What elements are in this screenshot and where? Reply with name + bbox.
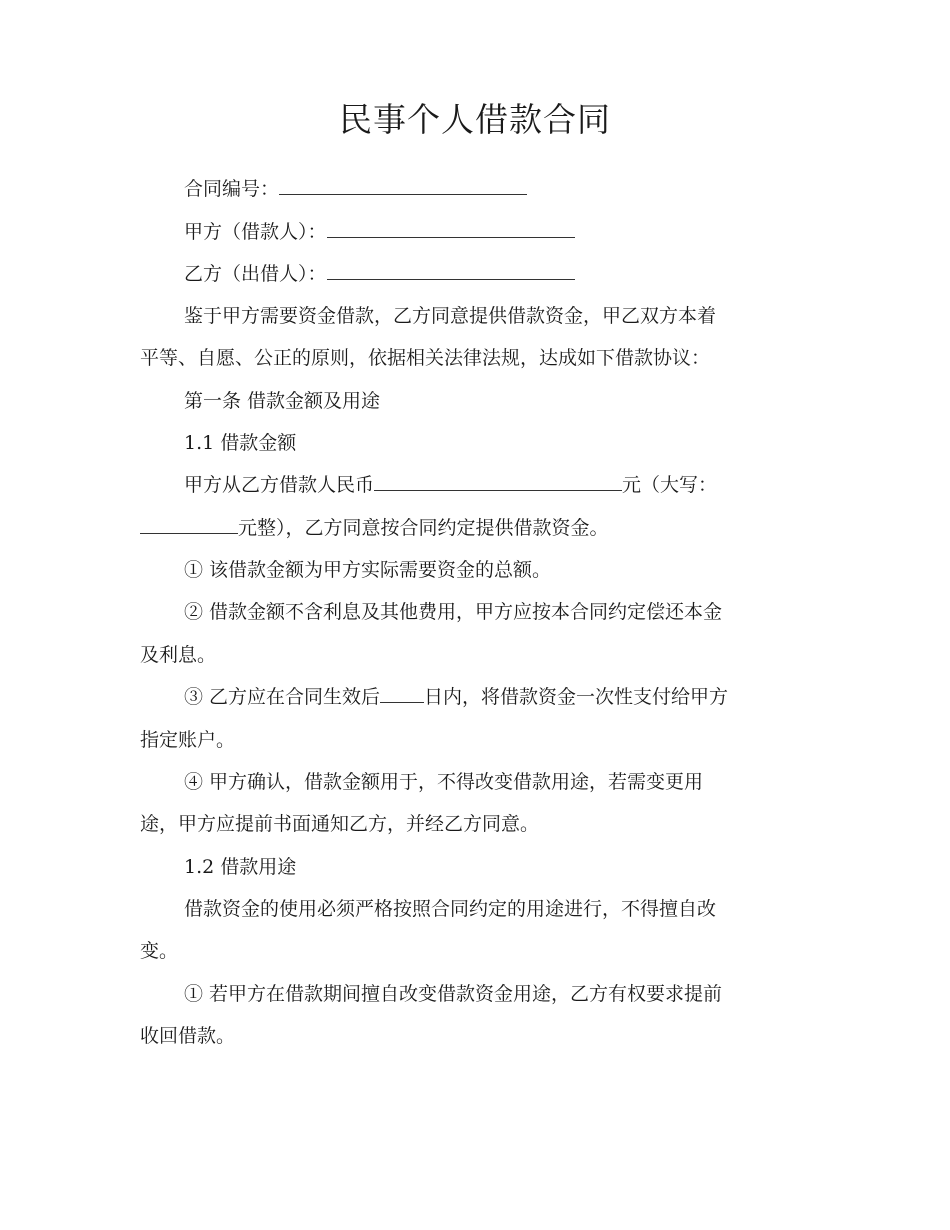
amount-blank[interactable] <box>374 472 622 491</box>
item-1: ① 该借款金额为甲方实际需要资金的总额。 <box>184 559 552 581</box>
amount-line-2-text: 元整），乙方同意按合同约定提供借款资金。 <box>238 517 609 539</box>
item-3-line-2: 指定账户。 <box>140 729 236 751</box>
party-a-line <box>184 217 810 247</box>
preamble-line-2: 平等、自愿、公正的原则，依据相关法律法规，达成如下借款协议： <box>140 347 711 369</box>
item-4-line-2: 途，甲方应提前书面通知乙方，并经乙方同意。 <box>140 813 540 835</box>
party-b-label: 乙方（出借人）： <box>184 263 327 285</box>
party-a-label: 甲方（借款人）： <box>184 221 327 243</box>
section-1-2-heading: 1.2 借款用途 <box>184 856 297 878</box>
contract-number-blank[interactable] <box>279 176 527 195</box>
usage-item-1-line-1: ① 若甲方在借款期间擅自改变借款资金用途，乙方有权要求提前 <box>184 983 723 1005</box>
item-4-line-1: ④ 甲方确认，借款金额用于，不得改变借款用途，若需变更用 <box>184 771 704 793</box>
item-2-line-2: 及利息。 <box>140 644 217 666</box>
usage-item-1-line-2: 收回借款。 <box>140 1025 236 1047</box>
article-1-heading: 第一条 借款金额及用途 <box>184 390 381 412</box>
party-b-blank[interactable] <box>327 261 575 280</box>
section-1-1-heading: 1.1 借款金额 <box>184 432 297 454</box>
amount-line-1 <box>184 470 810 500</box>
amount-capital-blank[interactable] <box>140 515 238 534</box>
item-3-line-1 <box>184 682 810 712</box>
item-2-line-1: ② 借款金额不含利息及其他费用，甲方应按本合同约定偿还本金 <box>184 601 723 623</box>
party-b-line <box>184 259 810 289</box>
amount-label: 甲方从乙方借款人民币 <box>184 474 375 496</box>
document-title: 民事个人借款合同 <box>339 100 611 139</box>
contract-number-label: 合同编号： <box>184 178 280 200</box>
days-blank[interactable] <box>380 684 424 703</box>
amount-line-2 <box>140 513 810 543</box>
item-3-text-b: 日内，将借款资金一次性支付给甲方 <box>424 686 729 708</box>
item-3-text-a: ③ 乙方应在合同生效后 <box>184 686 381 708</box>
usage-line-2: 变。 <box>140 940 179 962</box>
contract-number-line <box>184 174 810 204</box>
usage-line-1: 借款资金的使用必须严格按照合同约定的用途进行，不得擅自改 <box>184 898 717 920</box>
party-a-blank[interactable] <box>327 219 575 238</box>
amount-capital-label: 元（大写： <box>622 474 718 496</box>
preamble-line-1: 鉴于甲方需要资金借款，乙方同意提供借款资金，甲乙双方本着 <box>184 305 717 327</box>
